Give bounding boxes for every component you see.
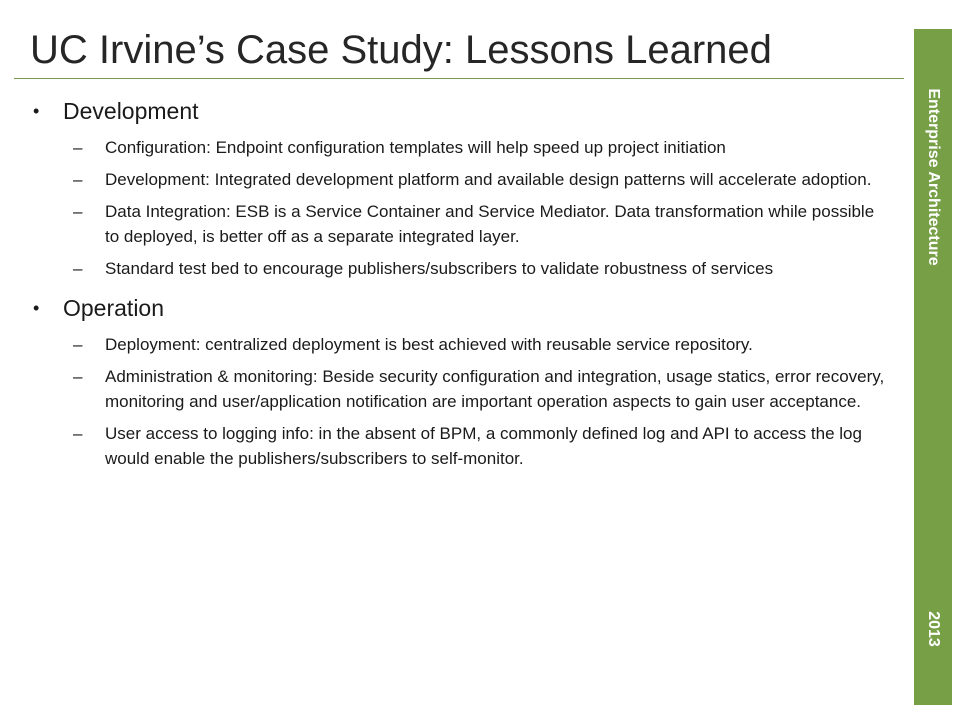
list-item-text: User access to logging info: in the absent of BPM, a commonly defined log and API to access the log would enable the publishers/subscribers to self-monitor. — [105, 424, 862, 468]
bullet-dot-icon: • — [33, 101, 40, 121]
sidebar-band — [914, 29, 952, 705]
title-divider — [14, 78, 904, 79]
list-item — [30, 364, 890, 414]
list-item-text: Administration & monitoring: Beside security configuration and integration, usage statics, error recovery, monitoring and user/application notification are important operation aspects to gain user acceptance. — [105, 367, 885, 411]
slide-title: UC Irvine’s Case Study: Lessons Learned — [30, 28, 772, 72]
section-heading — [30, 291, 890, 325]
list-item — [30, 256, 890, 281]
dash-icon: – — [73, 202, 83, 221]
list-item — [30, 167, 890, 192]
dash-icon: – — [73, 424, 83, 443]
list-item — [30, 135, 890, 160]
dash-icon: – — [73, 335, 83, 354]
list-item — [30, 421, 890, 471]
list-item — [30, 199, 890, 249]
dash-icon: – — [73, 138, 83, 157]
dash-icon: – — [73, 367, 83, 386]
slide-body — [30, 94, 890, 481]
section-heading — [30, 94, 890, 128]
section-operation — [30, 291, 890, 471]
sidebar-year-label: 2013 — [925, 611, 942, 647]
list-item-text: Development: Integrated development platform and available design patterns will accelerate adoption. — [105, 170, 872, 189]
bullet-dot-icon: • — [33, 298, 40, 318]
section-development — [30, 94, 890, 281]
section-heading-text: Operation — [63, 295, 165, 321]
sidebar-top-label: Enterprise Architecture — [925, 88, 942, 266]
list-item — [30, 332, 890, 357]
dash-icon: – — [73, 170, 83, 189]
section-heading-text: Development — [63, 98, 199, 124]
list-item-text: Data Integration: ESB is a Service Container and Service Mediator. Data transformation while possible to deployed, is better off as a separate integrated layer. — [105, 202, 875, 246]
dash-icon: – — [73, 259, 83, 278]
list-item-text: Configuration: Endpoint configuration templates will help speed up project initiation — [105, 138, 726, 157]
list-item-text: Deployment: centralized deployment is best achieved with reusable service repository. — [105, 335, 753, 354]
list-item-text: Standard test bed to encourage publishers/subscribers to validate robustness of services — [105, 259, 774, 278]
